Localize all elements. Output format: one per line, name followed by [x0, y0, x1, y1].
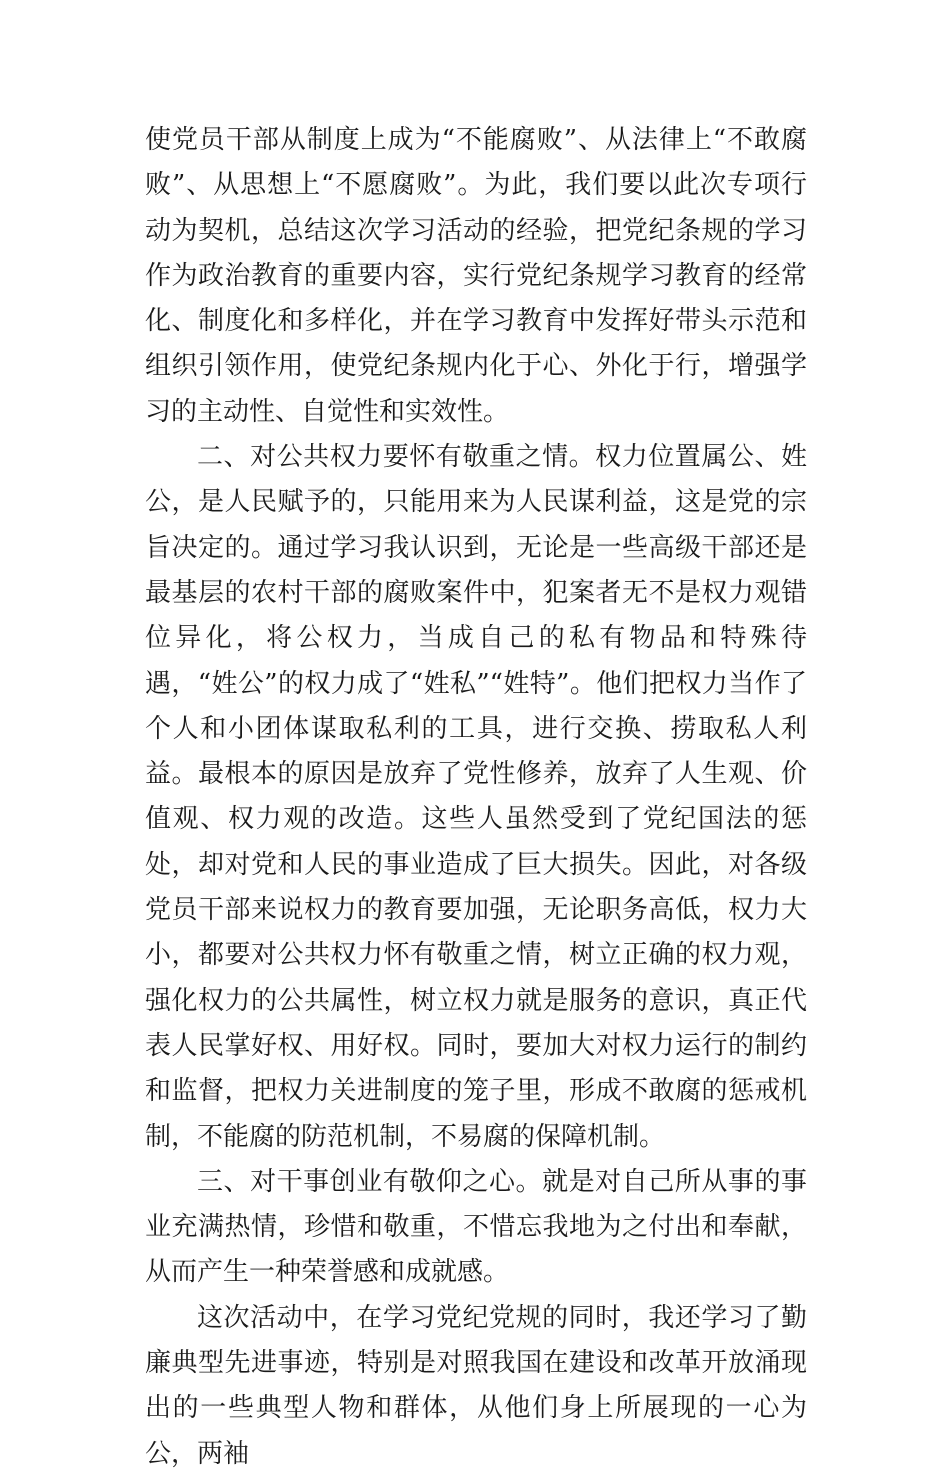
paragraph-1: 使党员干部从制度上成为“不能腐败”、从法律上“不敢腐败”、从思想上“不愿腐败”。为此，我们要以此次专项行动为契机，总结这次学习活动的经验，把党纪条规的学习作为政治教育的重要内容，实行党纪条规学习教育的经常化、制度化和多样化，并在学习教育中发挥好带头示范和组织引领作用，使党纪条规内化于心、外化于行，增强学习的主动性、自觉性和实效性。: [145, 125, 807, 427]
document-body: [145, 118, 807, 1477]
paragraph-3: 三、对干事创业有敬仰之心。就是对自己所从事的事业充满热情，珍惜和敬重，不惜忘我地为之付出和奉献，从而产生一种荣誉感和成就感。: [145, 1166, 807, 1288]
paragraph-4: 这次活动中，在学习党纪党规的同时，我还学习了勤廉典型先进事迹，特别是对照我国在建设和改革开放涌现出的一些典型人物和群体，从他们身上所展现的一心为公，两袖: [145, 1302, 807, 1469]
paragraph-2: 二、对公共权力要怀有敬重之情。权力位置属公、姓公，是人民赋予的，只能用来为人民谋利益，这是党的宗旨决定的。通过学习我认识到，无论是一些高级干部还是最基层的农村干部的腐败案件中，犯案者无不是权力观错位异化，将公权力，当成自己的私有物品和特殊待遇，“姓公”的权力成了“姓私”“姓特”。他们把权力当作了个人和小团体谋取私利的工具，进行交换、捞取私人利益。最根本的原因是放弃了党性修养，放弃了人生观、价值观、权力观的改造。这些人虽然受到了党纪国法的惩处，却对党和人民的事业造成了巨大损失。因此，对各级党员干部来说权力的教育要加强，无论职务高低，权力大小，都要对公共权力怀有敬重之情，树立正确的权力观，强化权力的公共属性，树立权力就是服务的意识，真正代表人民掌好权、用好权。同时，要加大对权力运行的制约和监督，把权力关进制度的笼子里，形成不敢腐的惩戒机制，不能腐的防范机制，不易腐的保障机制。: [145, 442, 807, 1152]
